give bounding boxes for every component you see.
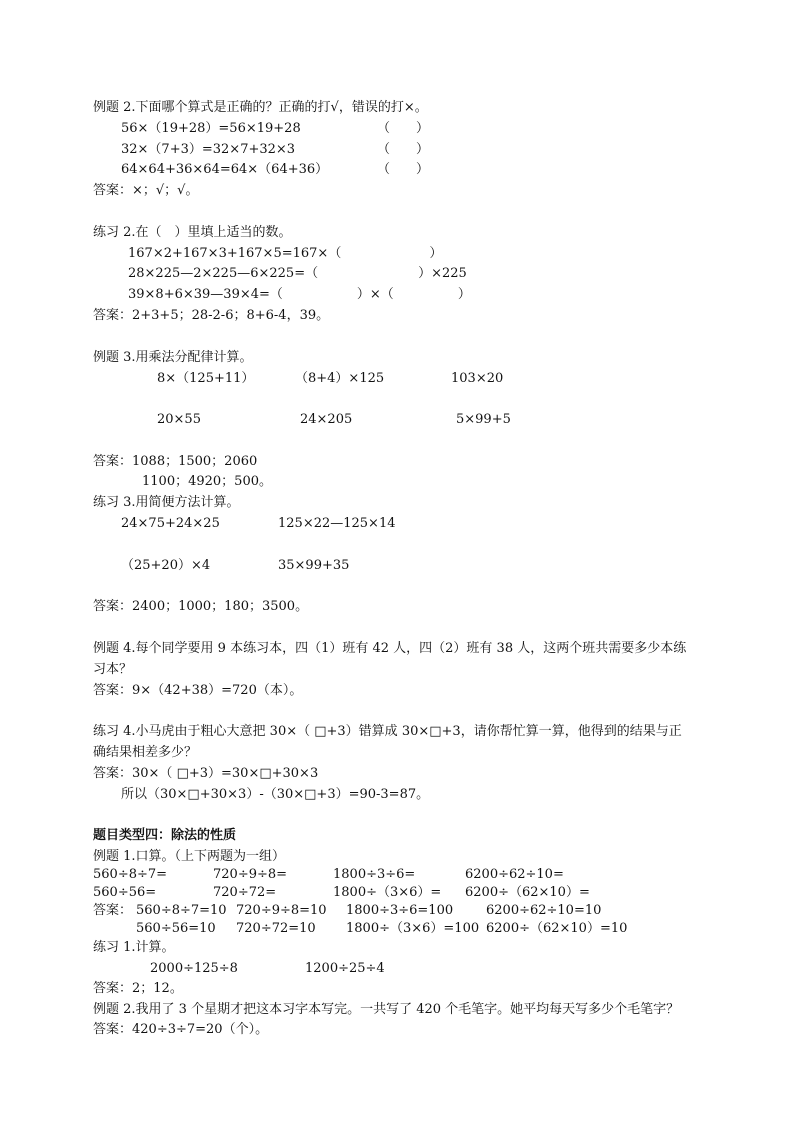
example-3-answer-2: 1100；4920；500。	[142, 474, 272, 489]
mental-math-answer-1-4: 6200÷62÷10=10	[486, 903, 602, 918]
example-4-text-1: 例题 4.每个同学要用 9 本练习本，四（1）班有 42 人，四（2）班有 38 人，这两个班共需要多少本练	[93, 641, 687, 656]
practice-3-item-3: （25+20）×4	[121, 558, 211, 573]
mental-math-answer-2-4: 6200÷（62×10）=10	[486, 921, 628, 936]
mental-math-2-3: 1800÷（3×6）=	[333, 885, 442, 900]
mental-math-answer-2-2: 720÷72=10	[236, 921, 316, 936]
practice-2-line-1	[128, 245, 442, 263]
section-heading-type-4: 题目类型四：除法的性质	[93, 828, 237, 843]
mental-math-2-2: 720÷72=	[213, 885, 277, 900]
practice-2-title: 练习 2.在（ ）里填上适当的数。	[93, 225, 292, 240]
example-2-answer-paren-1: （ ）	[377, 121, 430, 136]
mental-math-1-3: 1800÷3÷6=	[333, 867, 416, 882]
type-4-example-2-text: 例题 2.我用了 3 个星期才把这本习字本写完。一共写了 420 个毛笔字。她平均每天写多少个毛笔字？	[93, 1002, 680, 1017]
practice-4-answer-1: 答案：30×（ □+3）=30×□+30×3	[93, 766, 319, 781]
practice-2-line-2-left: 28×225—2×225—6×225=（	[128, 266, 319, 281]
mental-math-1-4: 6200÷62÷10=	[465, 867, 564, 882]
type-4-practice-1-item-1: 2000÷125÷8	[150, 961, 238, 976]
mental-math-1-1: 560÷8÷7=	[93, 867, 168, 882]
example-3-item-3: 103×20	[451, 371, 504, 386]
practice-3-item-1: 24×75+24×25	[121, 516, 220, 531]
type-4-practice-1-item-2: 1200÷25÷4	[305, 961, 385, 976]
example-2-title: 例题 2.下面哪个算式是正确的？正确的打√，错误的打×。	[93, 100, 428, 115]
mental-math-2-1: 560÷56=	[93, 885, 157, 900]
mental-math-1-2: 720÷9÷8=	[213, 867, 288, 882]
practice-2-line-2-right: ）×225	[418, 266, 467, 281]
example-4-answer: 答案：9×（42+38）=720（本）。	[93, 683, 303, 698]
practice-2-line-1-right: ）	[429, 246, 443, 261]
practice-2-line-3-mid: ）×（	[356, 287, 394, 302]
mental-math-2-4: 6200÷（62×10）=	[465, 885, 590, 900]
type-4-practice-1-title: 练习 1.计算。	[93, 940, 175, 955]
example-2-answer-paren-3: （ ）	[377, 162, 430, 177]
mental-math-answer-1-3: 1800÷3÷6=100	[346, 903, 454, 918]
practice-2-line-2	[128, 265, 467, 283]
example-3-item-5: 24×205	[300, 412, 353, 427]
example-3-item-1: 8×（125+11）	[157, 371, 255, 386]
mental-math-answer-2-1: 560÷56=10	[136, 921, 216, 936]
example-4-text-2: 习本？	[93, 662, 133, 677]
example-3-item-2: （8+4）×125	[295, 371, 385, 386]
type-4-example-2-answer: 答案：420÷3÷7=20（个）。	[93, 1022, 269, 1037]
practice-2-line-3-right: ）	[457, 287, 471, 302]
example-2-expr-2: 32×（7+3）=32×7+32×3	[121, 142, 296, 157]
example-3-title: 例题 3.用乘法分配律计算。	[93, 350, 253, 365]
mental-math-answer-label: 答案：	[93, 903, 133, 918]
mental-math-answer-1-1: 560÷8÷7=10	[136, 903, 227, 918]
practice-2-line-1-left: 167×2+167×3+167×5=167×（	[128, 246, 342, 261]
mental-math-answer-2-3: 1800÷（3×6）=100	[346, 921, 480, 936]
type-4-example-1-title: 例题 1.口算。（上下两题为一组）	[93, 849, 286, 864]
example-3-item-6: 5×99+5	[456, 412, 511, 427]
practice-4-answer-2: 所以（30×□+30×3）-（30×□+3）=90-3=87。	[121, 787, 430, 802]
example-2-answer: 答案：×；√；√。	[93, 183, 199, 198]
practice-4-text-2: 确结果相差多少？	[93, 745, 198, 760]
practice-3-answer: 答案：2400；1000；180；3500。	[93, 599, 309, 614]
example-2-answer-paren-2: （ ）	[377, 142, 430, 157]
example-2-expr-1: 56×（19+28）=56×19+28	[121, 121, 301, 136]
type-4-practice-1-answer: 答案：2；12。	[93, 981, 183, 996]
practice-2-line-3	[128, 286, 471, 304]
practice-3-item-2: 125×22—125×14	[278, 516, 396, 531]
example-2-expr-3: 64×64+36×64=64×（64+36）	[121, 162, 329, 177]
practice-3-item-4: 35×99+35	[278, 558, 350, 573]
example-3-answer-1: 答案：1088；1500；2060	[93, 454, 258, 469]
practice-2-line-3-left: 39×8+6×39—39×4=（	[128, 287, 283, 302]
mental-math-answer-1-2: 720÷9÷8=10	[236, 903, 327, 918]
practice-4-text-1: 练习 4.小马虎由于粗心大意把 30×（ □+3）错算成 30×□+3，请你帮忙算一算，他得到的结果与正	[93, 724, 682, 739]
practice-3-title: 练习 3.用简便方法计算。	[93, 495, 240, 510]
practice-2-answer: 答案：2+3+5；28-2-6；8+6-4，39。	[93, 308, 330, 323]
example-3-item-4: 20×55	[157, 412, 201, 427]
